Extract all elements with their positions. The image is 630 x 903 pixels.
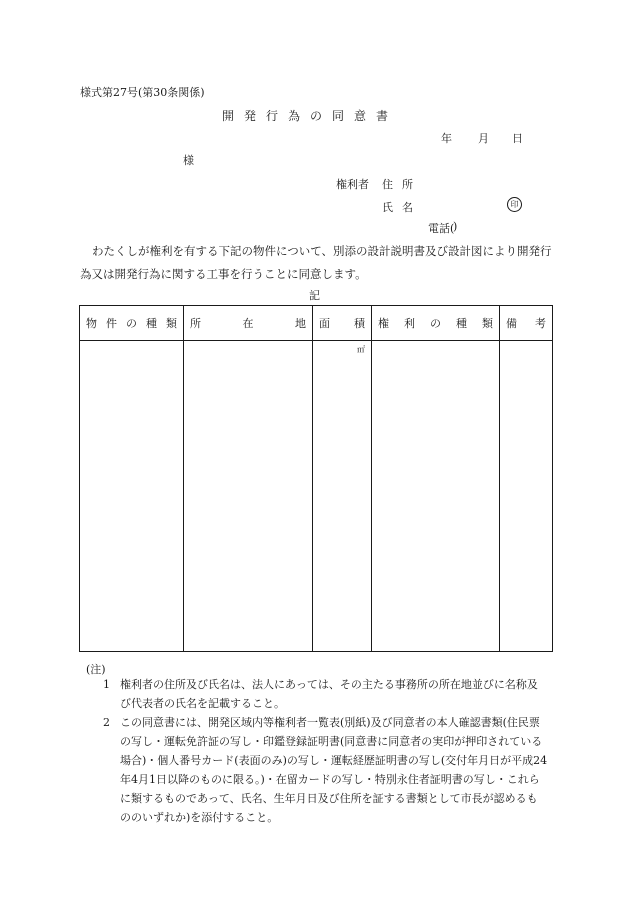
note-item [103, 675, 548, 713]
note-number: 2 [103, 716, 110, 729]
header-area: 面 積 [313, 306, 372, 341]
cell-right-type[interactable] [372, 341, 500, 652]
notes-title: (注) [86, 663, 106, 676]
cell-remarks[interactable] [500, 341, 553, 652]
header-location: 所 在 地 [184, 306, 313, 341]
phone-close-paren: ) [453, 220, 458, 233]
cell-location[interactable] [184, 341, 313, 652]
note-text: 権利者の住所及び氏名は、法人にあっては、その主たる事務所の所在地並びに名称及び代表者の氏名を記載すること。 [120, 678, 538, 710]
seal-mark: 印 [507, 197, 522, 212]
table-entry-row [80, 341, 553, 652]
header-property-type: 物 件 の 種 類 [80, 306, 184, 341]
holder-role-label: 権利者 [336, 178, 369, 191]
note-number: 1 [103, 678, 110, 691]
date-year-label: 年 [441, 132, 452, 145]
consent-statement: わたくしが権利を有する下記の物件について、別添の設計説明書及び設計図により開発行為又は開発行為に関する工事を行うことに同意します。 [80, 244, 552, 281]
cell-property-type[interactable] [80, 341, 184, 652]
consent-table [79, 305, 553, 652]
holder-address-label: 住所 [382, 178, 422, 191]
header-remarks: 備 考 [500, 306, 553, 341]
area-unit: ㎡ [357, 345, 365, 354]
table-header-row [80, 306, 553, 341]
ki-heading: 記 [309, 289, 320, 302]
phone-label: 電話( [428, 222, 455, 235]
addressee-suffix: 様 [183, 154, 194, 167]
note-item [103, 713, 548, 827]
form-number: 様式第27号(第30条関係) [80, 86, 205, 99]
cell-area[interactable] [313, 341, 372, 652]
date-month-label: 月 [478, 132, 489, 145]
holder-name-label: 氏名 [382, 201, 422, 214]
note-text: この同意書には、開発区域内等権利者一覧表(別紙)及び同意者の本人確認書類(住民票の写し・運転免許証の写し・印鑑登録証明書(同意書に同意者の実印が押印されている場合)・個人番号カード(表面のみ)の写し・運転経歴証明書の写し(交付年月日が平成24年4月1日以降のものに限る。)・在留カードの写し・特別永住者証明書の写し・これらに類するものであって、氏名、生年月日及び住所を証する書類として市長が認めるもののいずれか)を添付すること。 [120, 716, 548, 824]
date-day-label: 日 [512, 132, 523, 145]
document-title: 開発行為の同意書 [222, 109, 399, 123]
header-right-type: 権 利 の 種 類 [372, 306, 500, 341]
